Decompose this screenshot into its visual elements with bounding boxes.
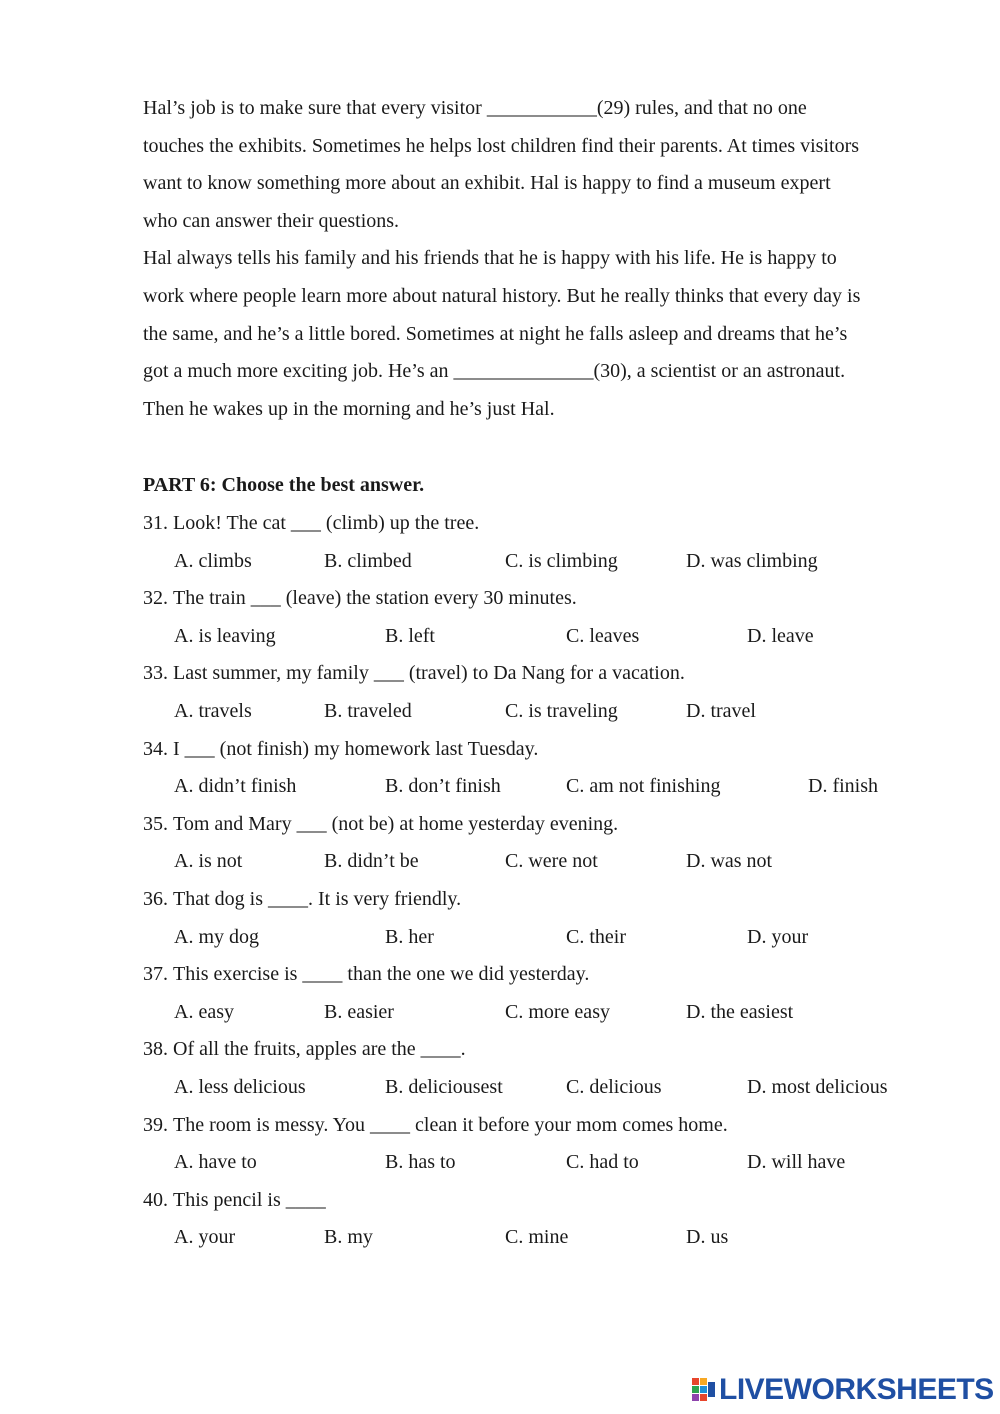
answer-option-a[interactable]: A. my dog (174, 925, 259, 948)
answer-option-d[interactable]: D. the easiest (686, 1000, 794, 1023)
answer-option-b[interactable]: B. didn’t be (324, 850, 419, 873)
question-number: 37. (143, 963, 168, 986)
answer-option-b[interactable]: B. her (385, 925, 434, 948)
answer-option-d[interactable]: D. your (747, 925, 809, 948)
question-number: 36. (143, 887, 168, 910)
answer-option-d[interactable]: D. was not (686, 850, 773, 873)
question-number: 39. (143, 1113, 168, 1136)
answer-option-c[interactable]: C. mine (505, 1226, 569, 1249)
passage-line: got a much more exciting job. He’s an ______________(30), a scientist or an astronaut. (143, 360, 846, 383)
question-stem: Of all the fruits, apples are the ____. (173, 1038, 466, 1061)
question-stem: I ___ (not finish) my homework last Tuesday. (173, 737, 539, 760)
question-number: 40. (143, 1188, 168, 1211)
question-stem: Tom and Mary ___ (not be) at home yesterday evening. (173, 812, 619, 835)
answer-option-d[interactable]: D. us (686, 1226, 729, 1249)
logo-text: LIVEWORKSHEETS (719, 1373, 994, 1406)
answer-option-c[interactable]: C. delicious (566, 1075, 662, 1098)
question-number: 35. (143, 812, 168, 835)
question-37 (143, 956, 963, 1031)
answer-option-b[interactable]: B. deliciousest (385, 1075, 503, 1098)
liveworksheets-logo[interactable] (692, 1374, 994, 1406)
question-36 (143, 881, 963, 956)
answer-option-a[interactable]: A. travels (174, 699, 252, 722)
passage-line: the same, and he’s a little bored. Sometimes at night he falls asleep and dreams that he’s (143, 322, 848, 345)
question-stem: This exercise is ____ than the one we did yesterday. (173, 963, 590, 986)
question-34 (143, 731, 963, 806)
answer-option-b[interactable]: B. left (385, 624, 435, 647)
passage-line: want to know something more about an exhibit. Hal is happy to find a museum expert (143, 172, 831, 195)
answer-option-a[interactable]: A. less delicious (174, 1075, 306, 1098)
answer-option-a[interactable]: A. have to (174, 1151, 257, 1174)
answer-option-d[interactable]: D. leave (747, 624, 814, 647)
answer-option-a[interactable]: A. your (174, 1226, 236, 1249)
question-stem: The room is messy. You ____ clean it before your mom comes home. (173, 1113, 728, 1136)
passage-line: touches the exhibits. Sometimes he helps lost children find their parents. At times visitors (143, 134, 860, 157)
answer-option-a[interactable]: A. didn’t finish (174, 775, 297, 798)
passage-line: Hal’s job is to make sure that every visitor ___________(29) rules, and that no one (143, 97, 807, 119)
answer-option-c[interactable]: C. were not (505, 850, 598, 873)
answer-option-c[interactable]: C. am not finishing (566, 775, 721, 798)
answer-option-a[interactable]: A. is leaving (174, 624, 276, 647)
answer-option-d[interactable]: D. most delicious (747, 1075, 888, 1098)
question-stem: Look! The cat ___ (climb) up the tree. (173, 512, 480, 534)
answer-option-a[interactable]: A. easy (174, 1000, 234, 1023)
question-number: 31. (143, 512, 168, 534)
question-stem: The train ___ (leave) the station every 30 minutes. (173, 587, 577, 610)
passage-line: who can answer their questions. (143, 209, 400, 232)
answer-option-a[interactable]: A. is not (174, 850, 243, 873)
question-number: 33. (143, 662, 168, 685)
answer-option-b[interactable]: B. has to (385, 1151, 456, 1174)
question-number: 34. (143, 737, 168, 760)
section-title: PART 6: Choose the best answer. (143, 474, 425, 496)
answer-option-a[interactable]: A. climbs (174, 549, 252, 572)
answer-option-c[interactable]: C. is traveling (505, 699, 618, 722)
question-number: 38. (143, 1038, 168, 1061)
question-39 (143, 1107, 963, 1182)
question-32 (143, 580, 963, 655)
answer-option-d[interactable]: D. travel (686, 699, 756, 722)
answer-option-b[interactable]: B. traveled (324, 699, 412, 722)
passage-line: Hal always tells his family and his friends that he is happy with his life. He is happy to (143, 247, 837, 270)
answer-option-b[interactable]: B. don’t finish (385, 775, 501, 798)
answer-option-d[interactable]: D. will have (747, 1151, 846, 1174)
answer-option-c[interactable]: C. leaves (566, 624, 640, 647)
question-stem: Last summer, my family ___ (travel) to Da Nang for a vacation. (173, 662, 685, 685)
question-stem: This pencil is ____ (173, 1188, 326, 1211)
answer-option-c[interactable]: C. their (566, 925, 626, 948)
question-33 (143, 655, 963, 730)
answer-option-b[interactable]: B. my (324, 1226, 373, 1249)
answer-option-c[interactable]: C. is climbing (505, 549, 618, 572)
question-stem: That dog is ____. It is very friendly. (173, 887, 462, 910)
question-list (143, 505, 963, 1257)
answer-option-c[interactable]: C. had to (566, 1151, 639, 1174)
passage-line: Then he wakes up in the morning and he’s just Hal. (143, 397, 555, 420)
question-number: 32. (143, 587, 168, 610)
question-31 (143, 505, 963, 580)
passage-line: work where people learn more about natural history. But he really thinks that every day is (143, 284, 861, 307)
liveworksheets-logo-icon (692, 1377, 716, 1403)
answer-option-c[interactable]: C. more easy (505, 1000, 610, 1023)
question-35 (143, 806, 963, 881)
reading-passage (143, 90, 943, 428)
question-40 (143, 1182, 963, 1257)
answer-option-d[interactable]: D. finish (808, 775, 878, 798)
question-38 (143, 1031, 963, 1106)
answer-option-b[interactable]: B. easier (324, 1000, 394, 1023)
answer-option-b[interactable]: B. climbed (324, 549, 412, 572)
answer-option-d[interactable]: D. was climbing (686, 549, 818, 572)
